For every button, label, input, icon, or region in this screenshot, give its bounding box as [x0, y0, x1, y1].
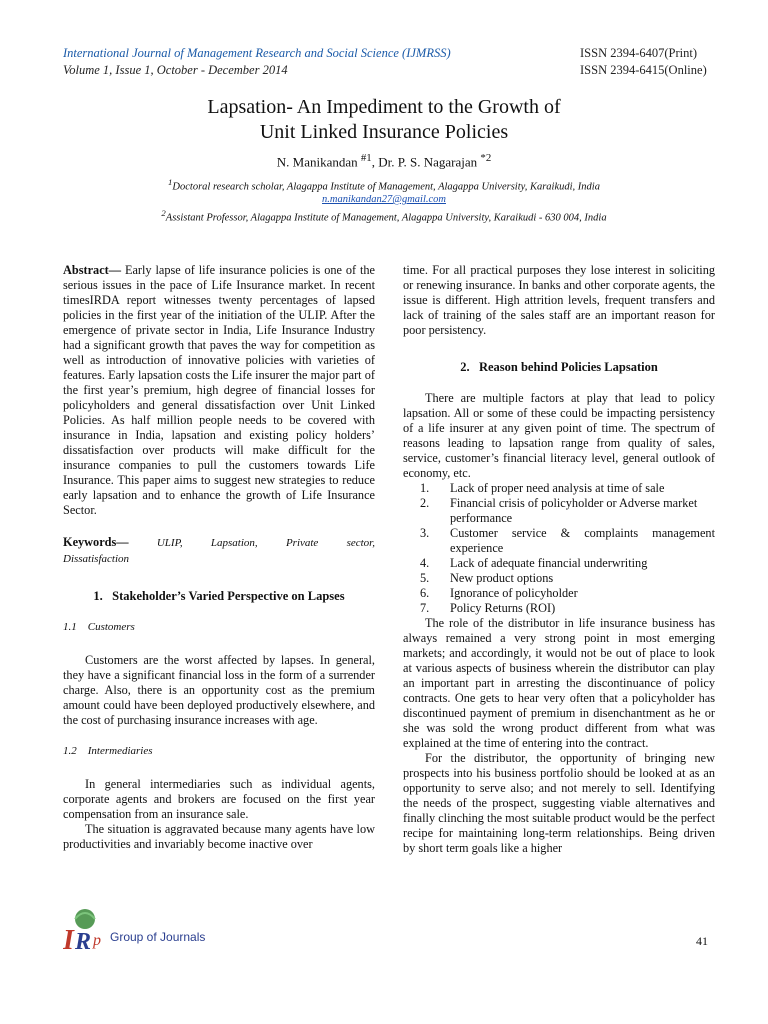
journal-name: International Journal of Management Research and Social Science (IJMRSS) [63, 46, 451, 60]
author-email[interactable]: n.manikandan27@gmail.com [322, 194, 446, 205]
svg-text:p: p [93, 932, 101, 949]
svg-text:R: R [75, 929, 92, 955]
title-line-2: Unit Linked Insurance Policies [259, 121, 509, 143]
list-item-text: Ignorance of policyholder [450, 586, 578, 600]
affiliation-1 [0, 177, 768, 193]
section-2-heading: 2. Reason behind Policies Lapsation [460, 360, 658, 374]
list-item-number: 7. [420, 601, 430, 615]
reasons-list [403, 481, 715, 616]
list-item [403, 601, 715, 616]
list-item [403, 571, 715, 586]
abstract-label: Abstract— [63, 263, 122, 277]
subsection-intermediaries: 1.2 Intermediaries [63, 745, 153, 757]
author-1: N. Manikandan [276, 154, 361, 170]
list-item-number: 3. [420, 526, 430, 540]
customers-paragraph: Customers are the worst affected by lapses. In general, they have a significant financial loss in the form of a surrender charge. Also, there is an opportunity cost as the premium amount could have been deployed productively elsewhere, and the cost of purchasing insurance increases with age. [63, 653, 375, 727]
list-item-text: Policy Returns (ROI) [450, 601, 556, 615]
reasons-intro: There are multiple factors at play that lead to policy lapsation. All or some of these could be impacting persistency of a life insurer at any given point of time. The spectrum of reasons leading to lapsation range from quality of sales, service, customer’s financial literacy level, general outlook of economy, etc. [403, 391, 715, 480]
list-item-number: 6. [420, 586, 430, 600]
intermediaries-paragraph-1: In general intermediaries such as individual agents, corporate agents and brokers are focused on the first year compensation from an insurance sale. [63, 777, 375, 821]
author-2-sup: *2 [480, 152, 492, 164]
list-item-number: 5. [420, 571, 430, 585]
list-item-number: 2. [420, 496, 430, 510]
affiliation-2 [0, 208, 768, 224]
list-item-number: 1. [420, 481, 430, 495]
logo-text: Group of Journals [110, 930, 206, 944]
journal-header [63, 45, 451, 79]
left-column [63, 263, 375, 852]
distributor-paragraph: The role of the distributor in life insurance business has always remained a very strong point in most emerging markets; and accordingly, it would not be out of place to look at various aspects of business wherein the distributor can play an important part in arresting the discontinuance of policy contracts. One gets to hear very often that a policyholder has discontinued payment of premium in disenchantment as he or she was sold the wrong product different from what was explained at the time of entering into the contract. [403, 616, 715, 750]
affiliation-2-text: Assistant Professor, Alagappa Institute of Management, Alagappa University, Karaikudi - 630 004, India [165, 212, 607, 224]
list-item-text: Customer service & complaints management experience [450, 526, 715, 555]
issn-online: ISSN 2394-6415(Online) [580, 63, 707, 77]
list-item [403, 481, 715, 496]
svg-text:I: I [63, 925, 74, 956]
list-item [403, 496, 715, 526]
list-item [403, 556, 715, 571]
keywords [63, 535, 375, 567]
author-1-sup: #1 [360, 152, 372, 164]
issn-print: ISSN 2394-6407(Print) [580, 46, 698, 60]
affiliation-2-sup: 2 [161, 208, 166, 218]
keywords-text: ULIP, Lapsation, Private sector, Dissatisfaction [63, 537, 375, 565]
section-1-heading: 1. Stakeholder’s Varied Perspective on Lapses [93, 589, 345, 603]
title-line-1: Lapsation- An Impediment to the Growth of [207, 96, 561, 118]
issn-block [580, 45, 707, 79]
list-item-text: Lack of proper need analysis at time of sale [450, 481, 665, 495]
abstract [63, 263, 375, 518]
list-item [403, 586, 715, 601]
list-item-text: Financial crisis of policyholder or Adverse market performance [450, 496, 698, 525]
intermediaries-continued: time. For all practical purposes they lose interest in soliciting or renewing insurance. In banks and other corporate agents, the issue is different. High attrition levels, frequent transfers and lack of training of the sales staff are an important reason for poor persistency. [403, 263, 715, 337]
author-sep: , Dr. P. S. Nagarajan [371, 154, 481, 170]
subsection-customers: 1.1 Customers [63, 621, 135, 633]
abstract-text: Early lapse of life insurance policies is one of the serious issues in the pace of Life Insurance market. In recent timesIRDA report witnesses twenty percentages of lapsed policies in the first year of the initiation of the ULIP. After the emergence of private sector in India, Life Insurance Industry had a significant growth that paves the way for competition as well as introduction of innovative policies with varieties of features. Early lapsation costs the Life insurer the major part of the first year’s premium, high degree of financial losses for policyholders and general dissatisfaction over Unit Linked Policies. As half million people needs to be covered with insurance in India, lapsation and existing policy holders’ dissatisfaction over products will make difficult for the insurance companies to pull the customers towards Life Insurance. This paper aims to suggest new strategies to reduce early lapsation and to enhance the growth of Life Insurance Sector. [63, 263, 375, 517]
authors [0, 152, 768, 170]
list-item-text: New product options [450, 571, 554, 585]
list-item-number: 4. [420, 556, 430, 570]
opportunity-paragraph: For the distributor, the opportunity of bringing new prospects into his business portfolio should be looked at as an opportunity to serve also; and not merely to sell. Identifying the needs of the prospect, suggesting viable alternatives and finally clinching the most suitable product would be the perfect recipe for maintaining long-term relationships. Being driven by short term goals like a higher [403, 751, 715, 855]
intermediaries-paragraph-2: The situation is aggravated because many agents have low productivities and invariably become inactive over [63, 822, 375, 851]
keywords-label: Keywords— [63, 535, 129, 549]
affiliation-1-text: Doctoral research scholar, Alagappa Institute of Management, Alagappa University, Karaikudi, India [172, 181, 600, 193]
affiliation-1-sup: 1 [168, 177, 173, 187]
list-item [403, 526, 715, 556]
right-column [403, 263, 715, 856]
paper-title [0, 95, 768, 145]
page-number: 41 [696, 934, 708, 948]
journal-volume: Volume 1, Issue 1, October - December 2014 [63, 63, 288, 77]
list-item-text: Lack of adequate financial underwriting [450, 556, 648, 570]
